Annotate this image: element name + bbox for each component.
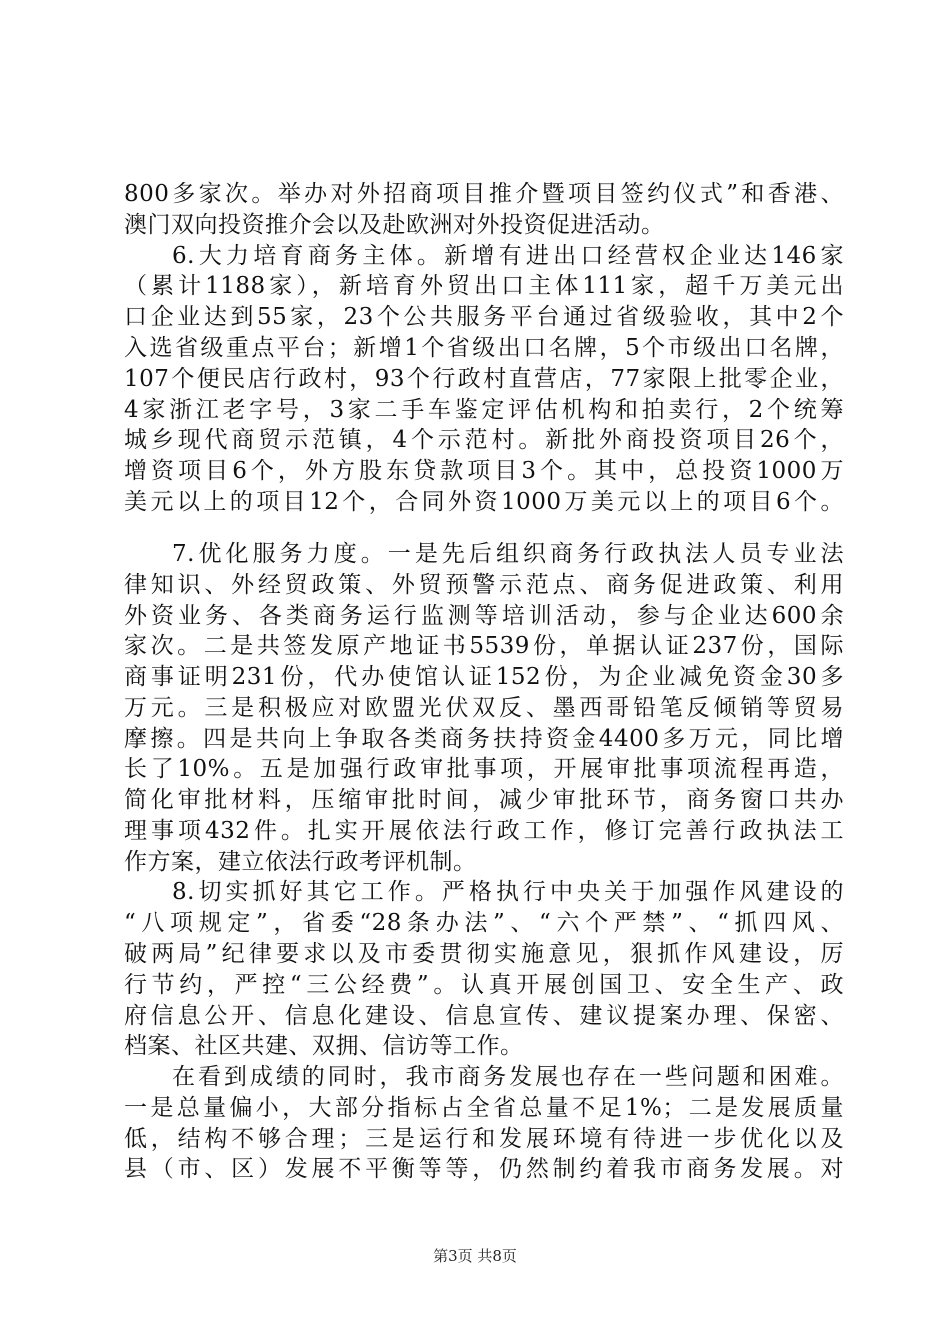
text-line: 简化审批材料，压缩审批时间，减少审批环节，商务窗口共办 <box>124 787 844 813</box>
text-line: 城乡现代商贸示范镇，4个示范村。新批外商投资项目26个， <box>124 427 844 453</box>
page-number: 第3页 共8页 <box>433 1247 517 1265</box>
text-line: 入选省级重点平台；新增1个省级出口名牌，5个市级出口名牌， <box>124 335 844 361</box>
text-line: 档案、社区共建、双拥、信访等工作。 <box>124 1033 524 1059</box>
text-line: 万元。三是积极应对欧盟光伏双反、墨西哥铅笔反倾销等贸易 <box>124 695 844 721</box>
text-line: 行节约，严控“三公经费”。认真开展创国卫、安全生产、政 <box>124 972 844 998</box>
text-line: 破两局”纪律要求以及市委贯彻实施意见，狠抓作风建设，厉 <box>124 941 844 967</box>
text-line: 6.大力培育商务主体。新增有进出口经营权企业达146家 <box>172 243 844 269</box>
text-line: 8.切实抓好其它工作。严格执行中央关于加强作风建设的 <box>172 879 844 905</box>
text-line: 律知识、外经贸政策、外贸预警示范点、商务促进政策、利用 <box>124 572 844 598</box>
text-line: 增资项目6个，外方股东贷款项目3个。其中，总投资1000万 <box>124 458 844 484</box>
text-line: “八项规定”，省委“28条办法”、“六个严禁”、“抓四风、 <box>124 910 844 936</box>
text-line: 7.优化服务力度。一是先后组织商务行政执法人员专业法 <box>172 541 844 567</box>
text-line: 美元以上的项目12个，合同外资1000万美元以上的项目6个。 <box>124 489 844 515</box>
text-line: 商事证明231份，代办使馆认证152份，为企业减免资金30多 <box>124 664 844 690</box>
text-line: 澳门双向投资推介会以及赴欧洲对外投资促进活动。 <box>124 212 665 238</box>
text-line: 800多家次。举办对外招商项目推介暨项目签约仪式”和香港、 <box>124 181 844 207</box>
text-line: 一是总量偏小，大部分指标占全省总量不足1%；二是发展质量 <box>124 1095 844 1121</box>
text-line: 低，结构不够合理；三是运行和发展环境有待进一步优化以及 <box>124 1126 844 1152</box>
text-line: （累计1188家），新培育外贸出口主体111家，超千万美元出 <box>124 273 844 299</box>
text-line: 4家浙江老字号，3家二手车鉴定评估机构和拍卖行，2个统筹 <box>124 397 844 423</box>
text-line: 家次。二是共签发原产地证书5539份，单据认证237份，国际 <box>124 633 844 659</box>
text-line: 理事项432件。扎实开展依法行政工作，修订完善行政执法工 <box>124 818 844 844</box>
text-line: 在看到成绩的同时，我市商务发展也存在一些问题和困难。 <box>172 1064 844 1090</box>
text-line: 摩擦。四是共向上争取各类商务扶持资金4400多万元，同比增 <box>124 726 844 752</box>
text-line: 府信息公开、信息化建设、信息宣传、建议提案办理、保密、 <box>124 1003 844 1029</box>
text-line: 长了10%。五是加强行政审批事项，开展审批事项流程再造， <box>124 756 844 782</box>
text-line: 县（市、区）发展不平衡等等，仍然制约着我市商务发展。对 <box>124 1156 844 1182</box>
text-line: 作方案，建立依法行政考评机制。 <box>124 849 477 875</box>
text-line: 口企业达到55家，23个公共服务平台通过省级验收，其中2个 <box>124 304 844 330</box>
text-line: 107个便民店行政村，93个行政村直营店，77家限上批零企业， <box>124 366 844 392</box>
text-line: 外资业务、各类商务运行监测等培训活动，参与企业达600余 <box>124 603 844 629</box>
